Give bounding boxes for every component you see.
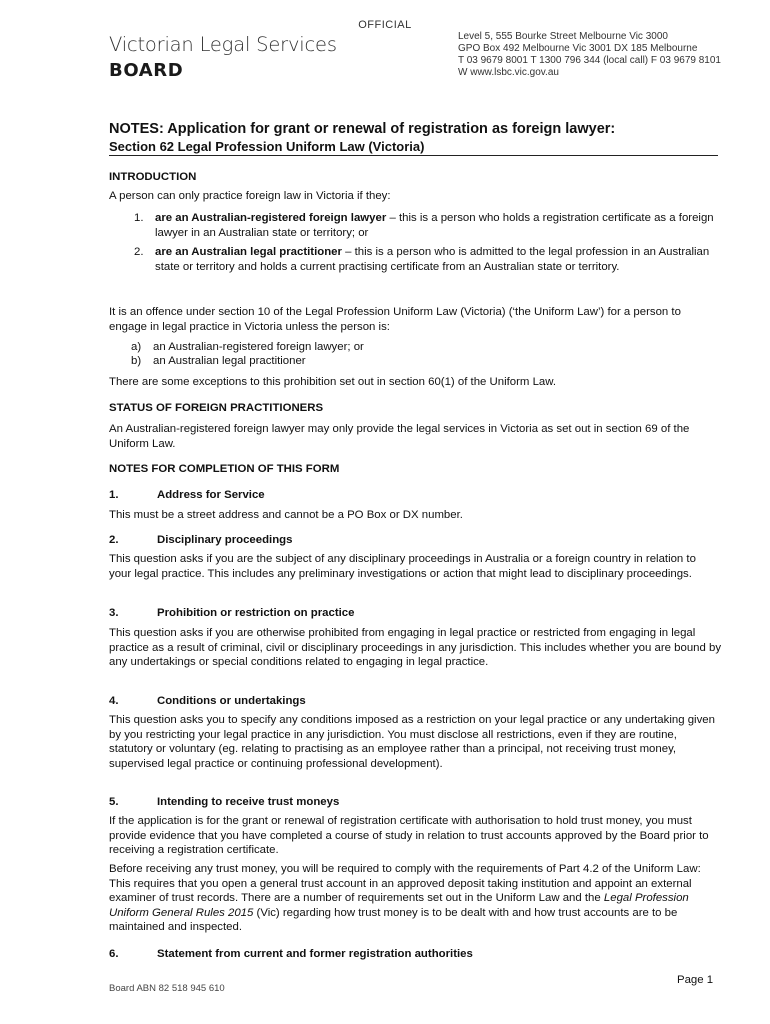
rules-title: Legal Profession Uniform General Rules 2015 (109, 892, 689, 919)
status-paragraph: An Australian-registered foreign lawyer may only provide the legal services in Victoria as set out in section 69 of the Uniform Law. (109, 423, 690, 450)
note-paragraph: This question asks if you are otherwise prohibited from engaging in legal practice or restricted from engaging in legal practice as a result of criminal, civil or disciplinary proceedings in any jurisdiction. This includes whether you are bound by any undertakings or special conditions related to engaging in legal practice. (109, 627, 722, 669)
note-title: Intending to receive trust moneys (157, 796, 340, 808)
note-paragraph: This question asks if you are the subject of any disciplinary proceedings in Australia or a foreign country in relation to your legal practice. This includes any preliminary investigations or action that might lead to disciplinary proceedings. (109, 553, 696, 580)
address-line: W www.lsbc.vic.gov.au (458, 67, 559, 78)
note-number: 3. (109, 607, 119, 619)
list-number: 1. (134, 212, 144, 224)
list-item (134, 245, 724, 274)
page-number: Page 1 (677, 974, 714, 986)
logo-line-1: Victorian Legal Services (109, 33, 337, 56)
alpha-item (109, 340, 364, 355)
classification-label: OFFICIAL (358, 19, 412, 31)
alpha-item (109, 354, 306, 369)
list-item-text: – this is a person who is admitted to the legal profession in an Australian state or territory and holds a current practising certificate from an Australian state or territory. (155, 246, 710, 273)
note-title: Disciplinary proceedings (157, 534, 293, 546)
note-paragraph: This question asks you to specify any conditions imposed as a restriction on your legal practice or any undertaking given by you restricting your legal practice in any jurisdiction. You must disclose all restrictions, even if they are routine, statutory or voluntary (eg. relating to practising as an employee rather than a principal, not receiving trust money, supervised legal practice or continuing professional development). (109, 714, 715, 770)
note-text: Before receiving any trust money, you will be required to comply with the requirements of Part 4.2 of the Uniform Law: This requires that you open a general trust account in an approved deposit taking institution and appoint an external examiner of trust records. There are a number of requirements set out in the Uniform Law and the (109, 863, 701, 905)
alpha-text: an Australian legal practitioner (153, 355, 306, 367)
list-item-bold: are an Australian-registered foreign lawyer (155, 212, 387, 224)
note-number: 6. (109, 948, 119, 960)
board-abn: Board ABN 82 518 945 610 (109, 983, 225, 994)
document-subtitle: Section 62 Legal Profession Uniform Law (Victoria) (109, 139, 425, 154)
alpha-text: an Australian-registered foreign lawyer; or (153, 341, 364, 353)
note-number: 5. (109, 796, 119, 808)
note-title: Address for Service (157, 489, 265, 501)
note-title: Prohibition or restriction on practice (157, 607, 355, 619)
section-heading-notes: NOTES FOR COMPLETION OF THIS FORM (109, 463, 340, 475)
section-heading-status: STATUS OF FOREIGN PRACTITIONERS (109, 402, 324, 414)
alpha-number: b) (131, 355, 142, 367)
contact-address (458, 31, 721, 79)
note-paragraph: This must be a street address and cannot be a PO Box or DX number. (109, 509, 463, 521)
offence-paragraph: It is an offence under section 10 of the Legal Profession Uniform Law (Victoria) (‘the Uniform Law’) for a person to engage in legal practice in Victoria unless the person is: (109, 306, 681, 333)
list-item-bold: are an Australian legal practitioner (155, 246, 342, 258)
section-heading-introduction: INTRODUCTION (109, 171, 197, 183)
address-line: Level 5, 555 Bourke Street Melbourne Vic 3000 (458, 31, 668, 42)
note-paragraph: If the application is for the grant or renewal of registration certificate with authorisation to hold trust money, you must provide evidence that you have completed a course of study in relation to trust accounts approved by the Board prior to receiving a registration certificate. (109, 815, 709, 857)
document-title: NOTES: Application for grant or renewal of registration as foreign lawyer: (109, 121, 616, 137)
note-title: Conditions or undertakings (157, 695, 306, 707)
note-number: 2. (109, 534, 119, 546)
list-number: 2. (134, 246, 144, 258)
list-item (134, 211, 724, 240)
note-number: 4. (109, 695, 119, 707)
exceptions-paragraph: There are some exceptions to this prohibition set out in section 60(1) of the Uniform Law. (109, 376, 556, 388)
list-item-text: – this is a person who holds a registration certificate as a foreign lawyer in an Australian state or territory; or (155, 212, 714, 239)
note-paragraph (109, 862, 721, 935)
title-divider (109, 155, 718, 156)
note-text: (Vic) regarding how trust money is to be dealt with and how trust accounts are to be maintained and inspected. (109, 906, 678, 934)
alpha-number: a) (131, 341, 142, 353)
address-line: GPO Box 492 Melbourne Vic 3001 DX 185 Melbourne (458, 43, 698, 54)
board-logo (109, 33, 337, 81)
address-line: T 03 9679 8001 T 1300 796 344 (local call) F 03 9679 8101 (458, 55, 721, 66)
note-title: Statement from current and former registration authorities (157, 948, 473, 960)
logo-line-2: BOARD (109, 60, 184, 81)
note-number: 1. (109, 489, 119, 501)
intro-lead: A person can only practice foreign law in Victoria if they: (109, 190, 391, 202)
